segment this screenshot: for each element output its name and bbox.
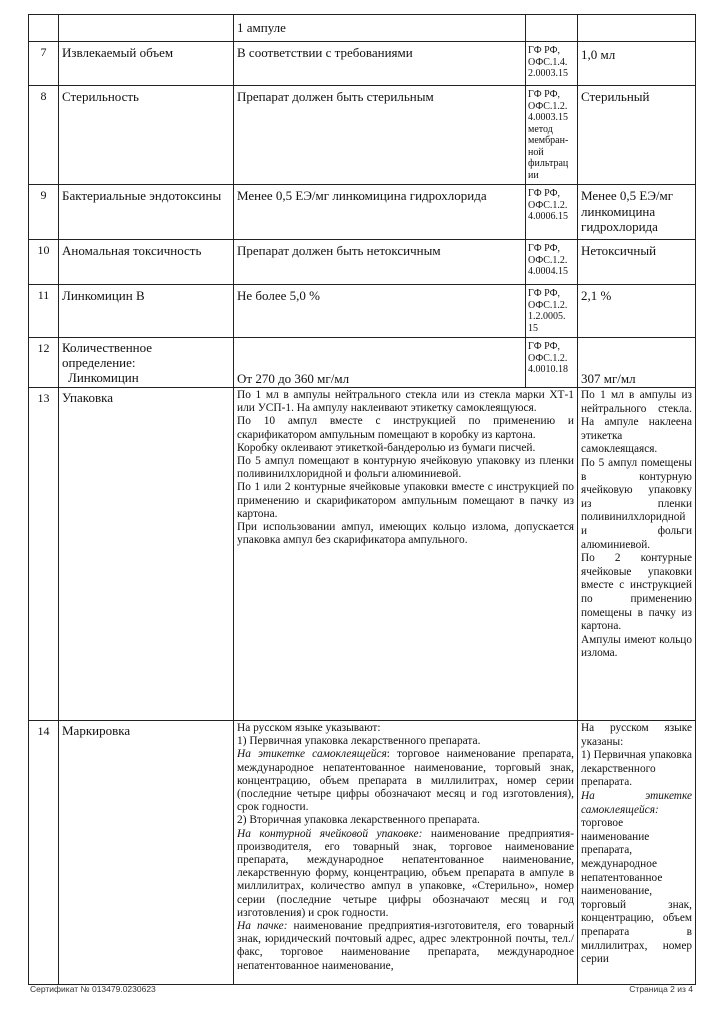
- row-requirement: В соответствии с требованиями: [234, 42, 526, 86]
- method-line: ОФС.1.2.: [528, 254, 568, 266]
- method-line: ОФС.1.4.: [528, 56, 568, 68]
- method-line: ной: [528, 146, 544, 158]
- requirement-para: По 1 или 2 контурные ячейковые упаковки вместе с инструкцией по применению и скарификатором ампульным помещают в пачку из картона.: [237, 481, 574, 520]
- row-number: [29, 15, 59, 42]
- row-number: 12: [29, 338, 59, 388]
- row-result: Стерильный: [578, 86, 696, 185]
- row-number: 10: [29, 240, 59, 285]
- row-requirement: Не более 5,0 %: [234, 285, 526, 338]
- row-result: 1,0 мл: [578, 42, 696, 86]
- method-line: ГФ РФ,: [528, 89, 560, 100]
- table-row: [29, 721, 696, 985]
- requirement-para: При использовании ампул, имеющих кольцо излома, допускается упаковка ампул без скарификатора ампульного.: [237, 521, 574, 547]
- method-line: ОФС.1.2.: [528, 199, 568, 211]
- method-line: 4.0010.18: [528, 364, 568, 375]
- result-para: По 5 ампул помещены в контурную ячейковую упаковку из пленки поливинилхлоридной и фольги алюминиевой.: [581, 456, 692, 551]
- row-number: 7: [29, 42, 59, 86]
- row-method: [526, 185, 578, 240]
- row-result: 2,1 %: [578, 285, 696, 338]
- row-requirement: Менее 0,5 ЕЭ/мг линкомицина гидрохлорида: [234, 185, 526, 240]
- table-row: [29, 285, 696, 338]
- row-number: 9: [29, 185, 59, 240]
- table-row: [29, 15, 696, 42]
- row-name: Извлекаемый объем: [59, 42, 234, 86]
- requirement-text: наименование предприятия-изготовителя, его товарный знак, юридический почтовый адрес, адрес электронной почты, тел./факс, торговое наименование препарата, международное непатентованное наименование,: [237, 920, 574, 972]
- requirement-italic: На пачке:: [237, 920, 288, 933]
- name-line: определение:: [62, 355, 136, 370]
- row-result: [578, 721, 696, 985]
- method-line: ОФС.1.2.: [528, 352, 568, 364]
- row-result: Менее 0,5 ЕЭ/мг линкомицина гидрохлорида: [578, 185, 696, 240]
- requirement-para: [237, 920, 574, 973]
- row-method: [526, 15, 578, 42]
- row-name: [59, 15, 234, 42]
- table-row: [29, 86, 696, 185]
- result-text: 307 мг/мл: [581, 371, 636, 386]
- requirement-text: На русском языке указывают:: [237, 722, 381, 734]
- method-line: 4.0006.15: [528, 211, 568, 222]
- requirement-para: [237, 828, 574, 920]
- row-name: Маркировка: [59, 721, 234, 985]
- page-number: Страница 2 из 4: [629, 984, 693, 994]
- row-name: Линкомицин В: [59, 285, 234, 338]
- result-para: Ампулы имеют кольцо излома.: [581, 633, 692, 660]
- name-line: Линкомицин: [68, 370, 139, 385]
- result-italic: На этикетке самоклеящейся:: [581, 789, 692, 816]
- row-requirement: Препарат должен быть стерильным: [234, 86, 526, 185]
- table-row: [29, 42, 696, 86]
- row-name: Аномальная токсичность: [59, 240, 234, 285]
- method-line: ГФ РФ,: [528, 341, 560, 352]
- row-result: [578, 15, 696, 42]
- certificate-number: Сертификат № 013479.0230623: [30, 984, 156, 994]
- row-method: [526, 285, 578, 338]
- table-row: [29, 185, 696, 240]
- row-requirement: [234, 338, 526, 388]
- row-requirement: Препарат должен быть нетоксичным: [234, 240, 526, 285]
- row-number: 13: [29, 388, 59, 721]
- row-name: [59, 338, 234, 388]
- requirement-italic: На этикетке самоклеящейся: [237, 748, 387, 761]
- method-line: ОФС.1.2.: [528, 299, 568, 311]
- method-line: ОФС.1.2.: [528, 100, 568, 112]
- result-text: На русском языке указаны:: [581, 722, 692, 748]
- method-line: ГФ РФ,: [528, 45, 560, 56]
- requirement-para: По 1 мл в ампулы нейтрального стекла или из стекла марки ХТ-1 или УСП-1. На ампулу наклеивают этикетку самоклеящуюся.: [237, 389, 574, 415]
- row-requirement: [234, 721, 578, 985]
- method-line: 15: [528, 322, 538, 334]
- method-line: 4.0004.15: [528, 266, 568, 277]
- requirement-para: По 10 ампул вместе с инструкцией по применению и скарификатором ампульным помещают в коробку из картона.: [237, 415, 574, 441]
- result-text: 1) Первичная упаковка лекарственного препарата.: [581, 749, 692, 789]
- method-line: фильтрац: [528, 158, 569, 169]
- requirement-para: [237, 814, 574, 827]
- requirement-text: От 270 до 360 мг/мл: [237, 371, 350, 386]
- requirement-para: [237, 722, 574, 735]
- table-row: [29, 338, 696, 388]
- method-line: ии: [528, 169, 539, 181]
- result-para: [581, 790, 692, 967]
- table-row: [29, 240, 696, 285]
- row-number: 11: [29, 285, 59, 338]
- row-name: Бактериальные эндотоксины: [59, 185, 234, 240]
- result-para: По 1 мл в ампулы из нейтрального стекла. На ампуле наклеена этикетка самоклеящаяся.: [581, 389, 692, 456]
- row-name: Упаковка: [59, 388, 234, 721]
- requirement-para: Коробку оклеивают этикеткой-бандеролью из бумаги писчей.: [237, 441, 536, 454]
- row-number: 14: [29, 721, 59, 985]
- method-line: ГФ РФ,: [528, 188, 560, 199]
- result-para: По 2 контурные ячейковые упаковки вместе с инструкцией по применению помещены в пачку из картона.: [581, 552, 692, 633]
- row-requirement: 1 ампуле: [234, 15, 526, 42]
- requirement-para: [237, 748, 574, 814]
- method-line: ГФ РФ,: [528, 243, 560, 254]
- row-name: Стерильность: [59, 86, 234, 185]
- method-line: 4.0003.15: [528, 112, 568, 123]
- row-result: [578, 388, 696, 721]
- row-method: [526, 338, 578, 388]
- row-requirement: [234, 388, 578, 721]
- requirement-para: По 5 ампул помещают в контурную ячейковую упаковку из пленки поливинилхлоридной и фольги алюминиевой.: [237, 455, 574, 481]
- method-line: 1.2.0005.: [528, 311, 566, 322]
- row-number: 8: [29, 86, 59, 185]
- requirement-para: [237, 735, 574, 748]
- row-method: [526, 42, 578, 86]
- method-line: метод: [528, 123, 553, 135]
- requirement-italic: На контурной ячейковой упаковке:: [237, 827, 423, 840]
- table-row: [29, 388, 696, 721]
- specification-table: [28, 14, 696, 985]
- row-result: [578, 338, 696, 388]
- requirement-text: наименование предприятия-производителя, его товарный знак, торговое наименование препарата, международное непатентованное наименование, лекарственную форму, концентрацию, объем препарата в ампуле в миллилитрах, количество ампул в упаковке, «Стерильно», номер серии (последние четыре цифры обозначают месяц и год изготовления) и срок годности.: [237, 827, 574, 919]
- result-text: торговое наименование препарата, международное непатентованное наименование, торговый знак, концентрацию, объем препарата в миллилитрах, номер серии: [581, 817, 692, 966]
- method-line: мембран-: [528, 135, 569, 146]
- row-result: Нетоксичный: [578, 240, 696, 285]
- requirement-text: 1) Первичная упаковка лекарственного препарата.: [237, 735, 481, 748]
- row-method: [526, 86, 578, 185]
- result-para: [581, 749, 692, 790]
- name-line: Количественное: [62, 340, 153, 355]
- method-line: 2.0003.15: [528, 68, 568, 79]
- result-para: [581, 722, 692, 749]
- method-line: ГФ РФ,: [528, 288, 560, 299]
- row-method: [526, 240, 578, 285]
- requirement-text: : торговое наименование препарата, международное непатентованное наименование, торговый знак, концентрацию, объем препарата в миллилитрах, номер серии (последние четыре цифры обозначают месяц и год изготовления), срок годности.: [237, 748, 574, 814]
- requirement-text: 2) Вторичная упаковка лекарственного препарата.: [237, 814, 480, 827]
